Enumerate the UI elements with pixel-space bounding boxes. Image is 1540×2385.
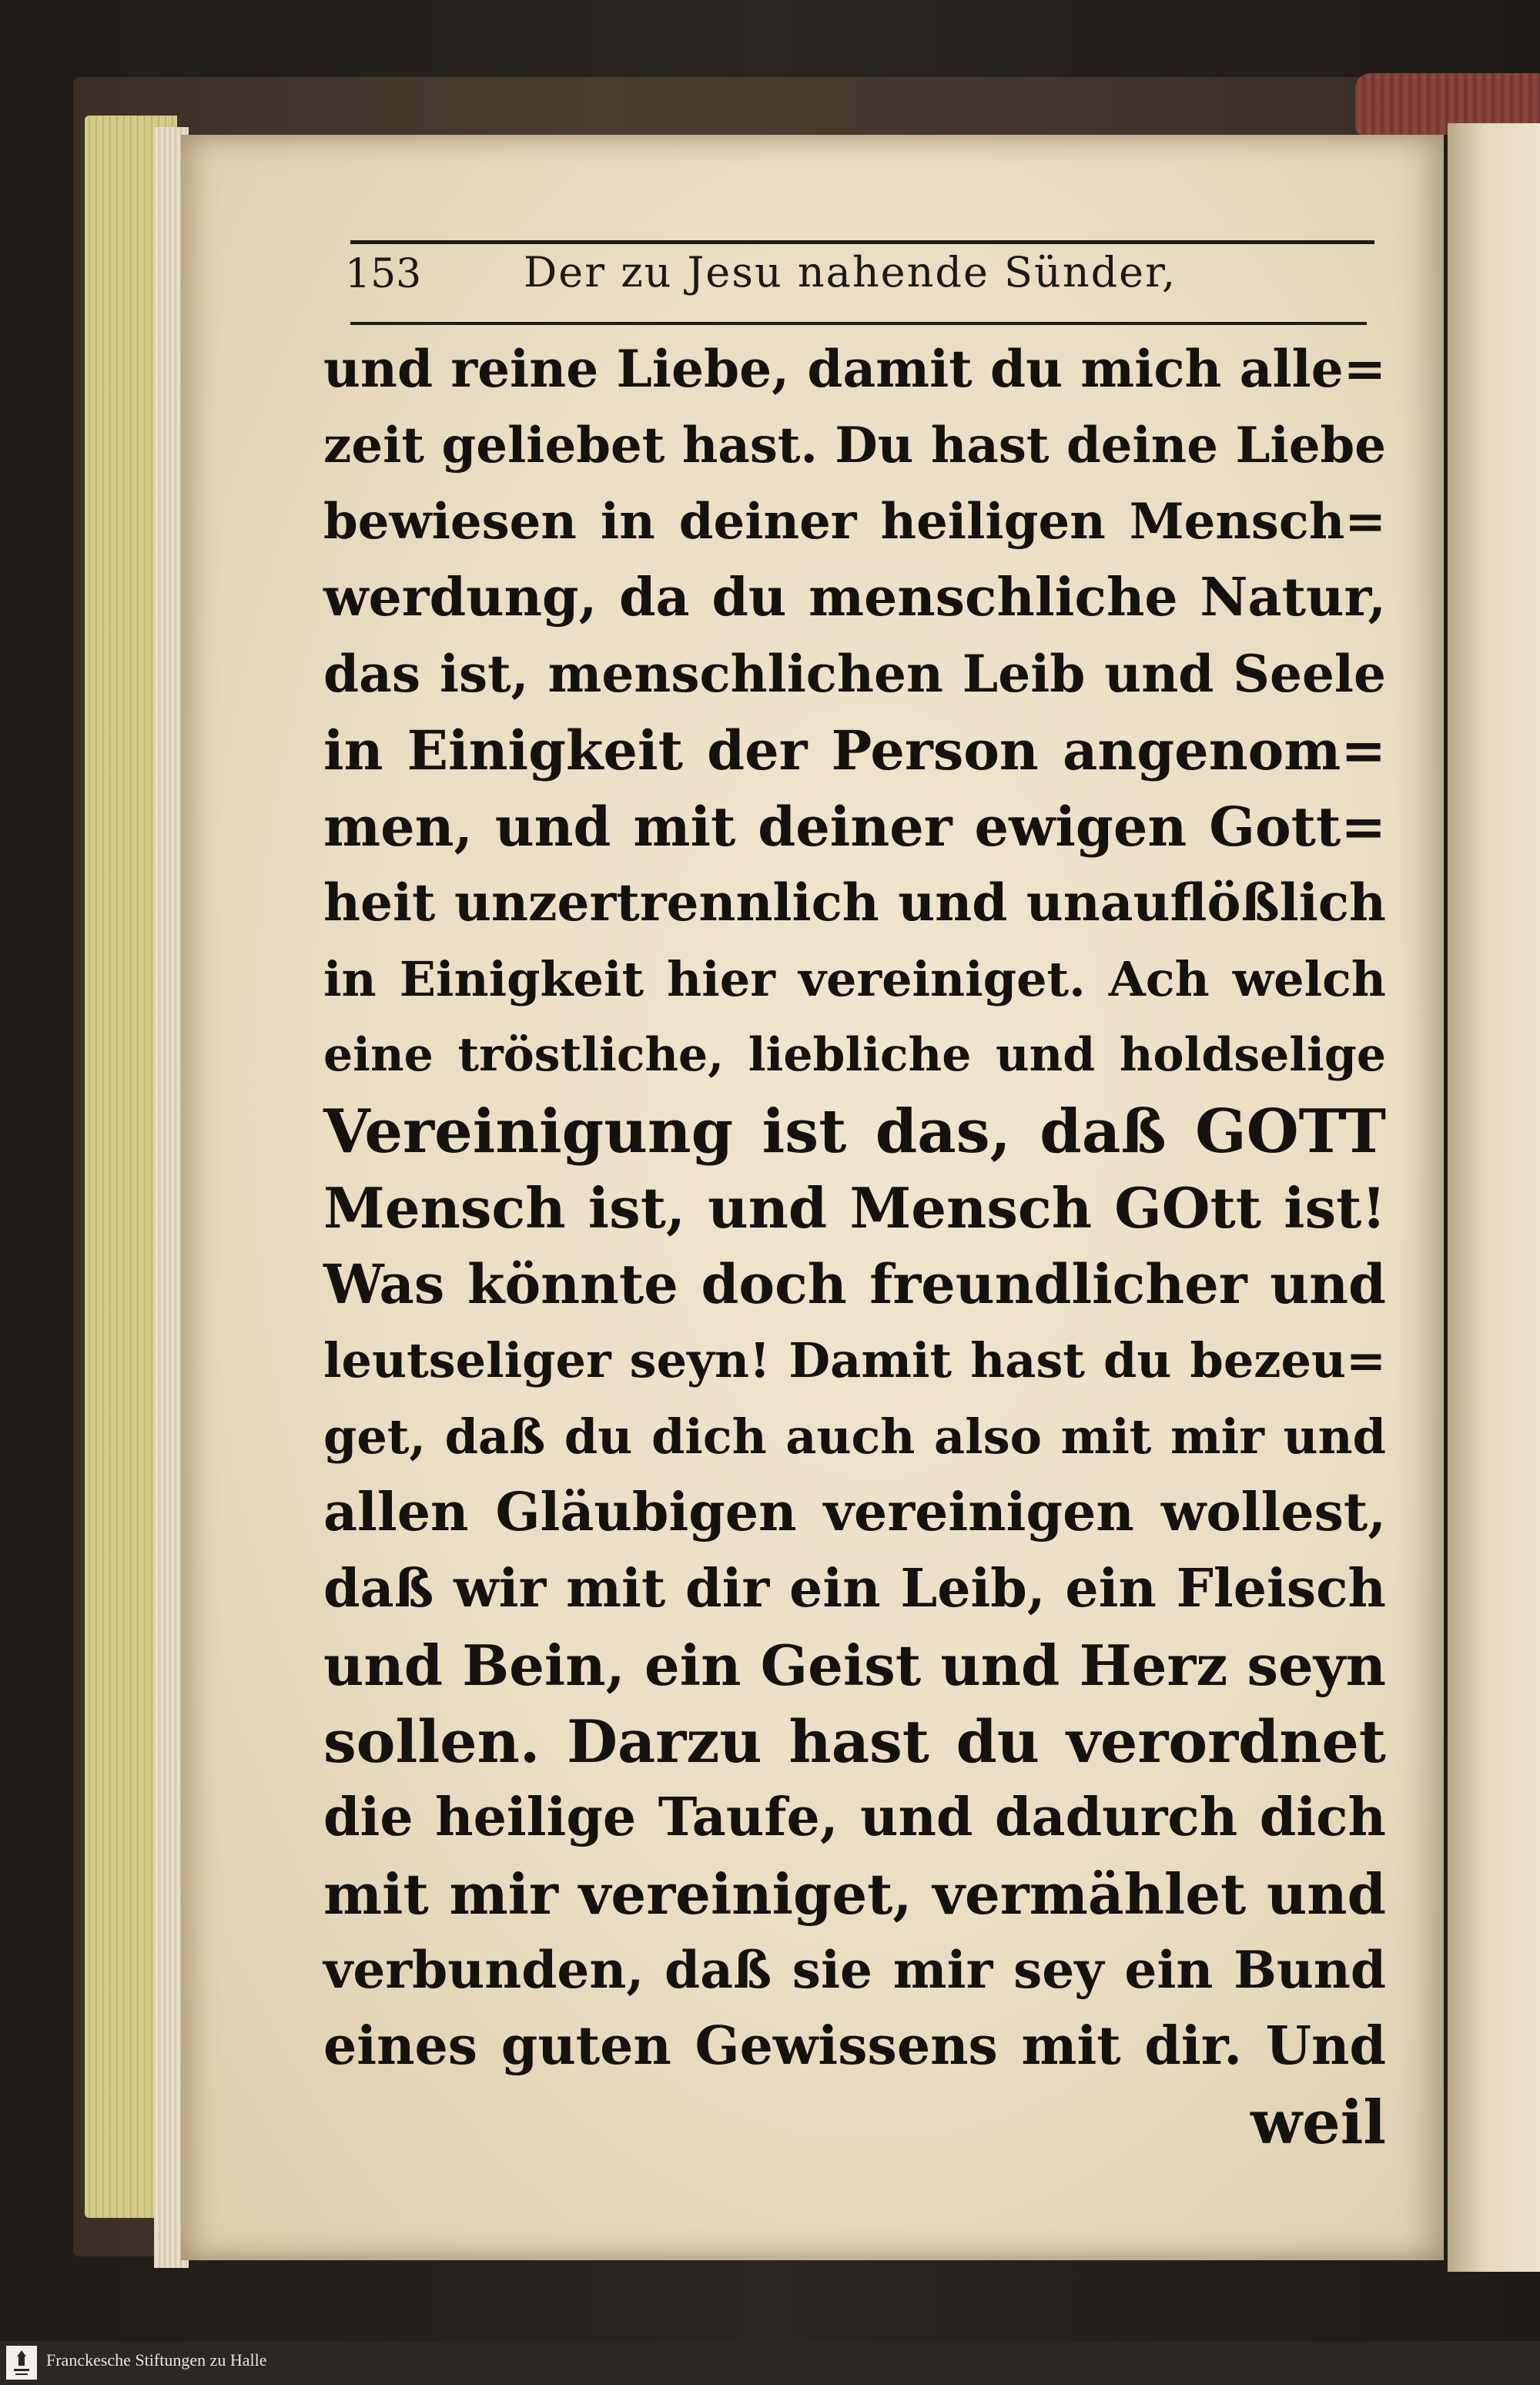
text-line: eine tröstliche, liebliche und holdselige: [323, 1028, 1386, 1082]
institution-logo-icon: [6, 2346, 37, 2380]
text-line: verbunden, daß sie mir sey ein Bund: [323, 1940, 1386, 2000]
text-line: in Einigkeit hier vereiniget. Ach welch: [323, 951, 1386, 1007]
text-line: heit unzertrennlich und unauflößlich: [323, 873, 1386, 933]
text-line: get, daß du dich auch also mit mir und: [323, 1409, 1386, 1465]
header-rule-bottom: [350, 322, 1367, 325]
text-line: men, und mit deiner ewigen Gott=: [323, 795, 1386, 859]
text-line: in Einigkeit der Person angenom=: [323, 719, 1386, 782]
text-line: und Bein, ein Geist und Herz seyn: [323, 1633, 1386, 1698]
text-line: Was könnte doch freundlicher und: [323, 1252, 1386, 1316]
text-line: das ist, menschlichen Leib und Seele: [323, 644, 1386, 704]
text-line: die heilige Taufe, und dadurch dich: [323, 1787, 1386, 1848]
text-line: sollen. Darzu hast du verordnet: [323, 1707, 1386, 1776]
text-line: und reine Liebe, damit du mich alle=: [323, 339, 1386, 399]
header-rule-top: [350, 240, 1374, 244]
text-line: Mensch ist, und Mensch GOtt ist!: [323, 1175, 1386, 1241]
text-line: allen Gläubigen vereinigen wollest,: [323, 1482, 1386, 1543]
text-line: daß wir mit dir ein Leib, ein Fleisch: [323, 1558, 1386, 1620]
running-title: Der zu Jesu nahende Sünder,: [524, 248, 1177, 296]
catchword: weil: [1250, 2088, 1386, 2158]
footer-institution: Franckesche Stiftungen zu Halle: [46, 2350, 267, 2370]
facing-page-edge: [1448, 123, 1540, 2272]
body-text: [323, 331, 1386, 2161]
text-line: mit mir vereiniget, vermählet und: [323, 1861, 1386, 1927]
text-line: zeit geliebet hast. Du hast deine Liebe: [323, 417, 1386, 474]
text-line: werdung, da du menschliche Natur,: [323, 567, 1386, 628]
text-line: Vereinigung ist das, daß GOTT: [323, 1097, 1386, 1167]
text-line: leutseliger seyn! Damit hast du bezeu=: [323, 1332, 1386, 1388]
text-line: eines guten Gewissens mit dir. Und: [323, 2015, 1386, 2077]
text-line: bewiesen in deiner heiligen Mensch=: [323, 493, 1386, 551]
page-number: 153: [345, 251, 422, 297]
